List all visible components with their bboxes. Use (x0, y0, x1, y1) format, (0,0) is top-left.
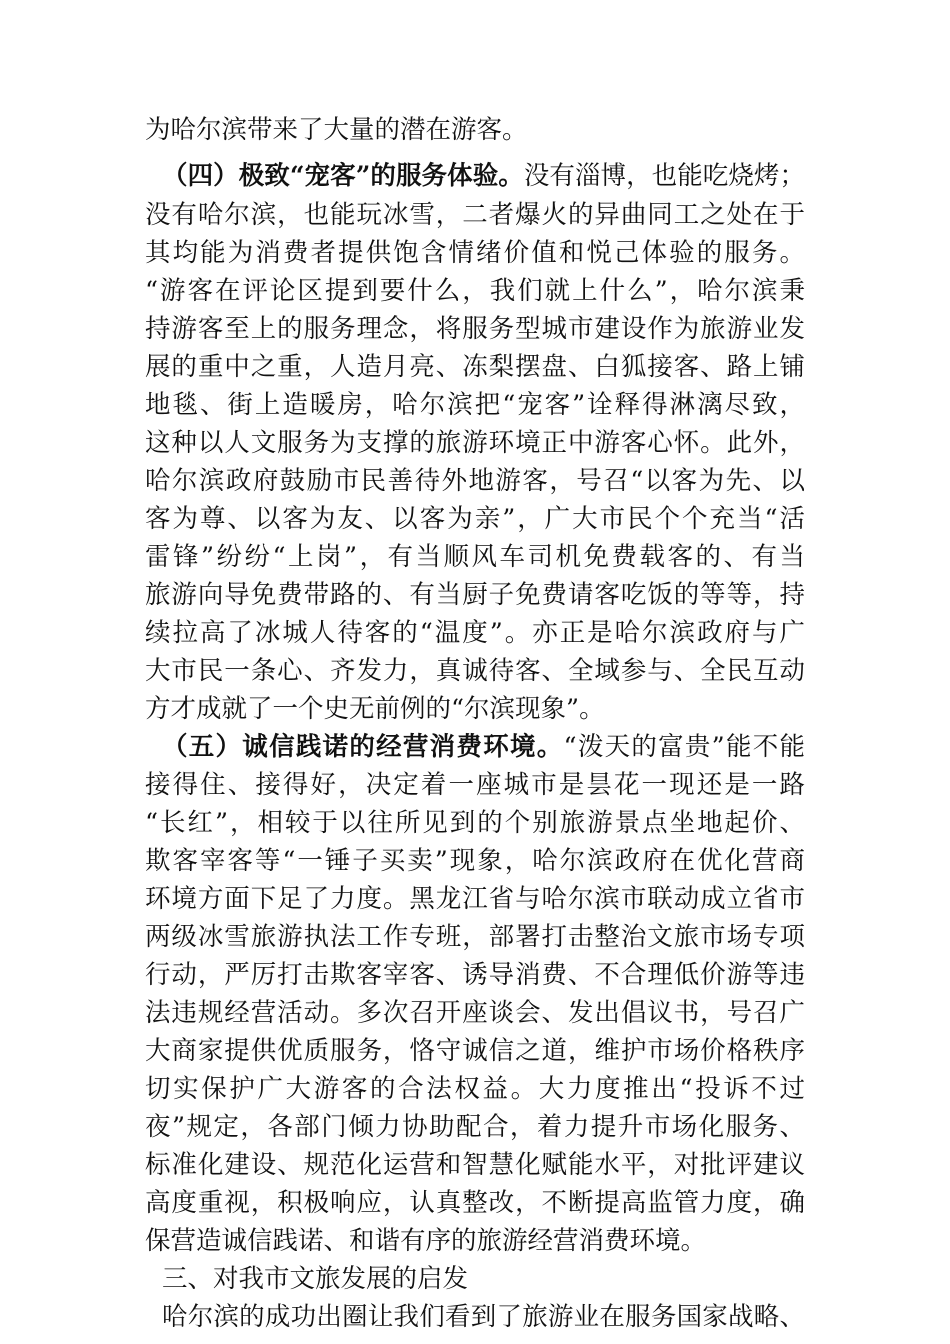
text-line: 没有哈尔滨，也能玩冰雪，二者爆火的异曲同工之处在于 (145, 200, 805, 230)
section-heading-3: 三、对我市文旅发展的启发 (162, 1264, 469, 1294)
text-line: 其均能为消费者提供饱含情绪价值和悦己体验的服务。 (145, 238, 805, 268)
text-line: 方才成就了一个史无前例的“尔滨现象”。 (145, 694, 605, 724)
text-line: 续拉高了冰城人待客的“温度”。亦正是哈尔滨政府与广 (145, 618, 805, 648)
text-line: 哈尔滨的成功出圈让我们看到了旅游业在服务国家战略、 (162, 1302, 805, 1332)
text-line: 雷锋”纷纷“上岗”，有当顺风车司机免费载客的、有当 (145, 542, 805, 572)
text-line: 大商家提供优质服务，恪守诚信之道，维护市场价格秩序 (145, 1036, 805, 1066)
text-line: 这种以人文服务为支撑的旅游环境正中游客心怀。此外， (145, 428, 805, 458)
text-line: 切实保护广大游客的合法权益。大力度推出“投诉不过 (145, 1074, 805, 1104)
text-line: 欺客宰客等“一锤子买卖”现象，哈尔滨政府在优化营商 (145, 846, 805, 876)
text-line: 持游客至上的服务理念，将服务型城市建设作为旅游业发 (145, 314, 805, 344)
text-line: 法违规经营活动。多次召开座谈会、发出倡议书，号召广 (145, 998, 805, 1028)
paragraph-lead-line: （五）诚信践诺的经营消费环境。“泼天的富贵”能不能 (162, 732, 805, 762)
text-line: 行动，严厉打击欺客宰客、诱导消费、不合理低价游等违 (145, 960, 805, 990)
text-line: 旅游向导免费带路的、有当厨子免费请客吃饭的等等，持 (145, 580, 805, 610)
paragraph-lead-line: （四）极致“宠客”的服务体验。没有淄博，也能吃烧烤； (162, 161, 805, 191)
text-line: 接得住、接得好，决定着一座城市是昙花一现还是一路 (145, 770, 805, 800)
text-line: “游客在评论区提到要什么，我们就上什么”，哈尔滨秉 (145, 276, 805, 306)
text-line: 哈尔滨政府鼓励市民善待外地游客，号召“以客为先、以 (145, 466, 805, 496)
text-line: 两级冰雪旅游执法工作专班，部署打击整治文旅市场专项 (145, 922, 805, 952)
text-line: 为哈尔滨带来了大量的潜在游客。 (145, 115, 528, 145)
text-line: 客为尊、以客为友、以客为亲”，广大市民个个充当“活 (145, 504, 805, 534)
text-line: 环境方面下足了力度。黑龙江省与哈尔滨市联动成立省市 (145, 884, 805, 914)
text-line: 高度重视，积极响应，认真整改，不断提高监管力度，确 (145, 1188, 805, 1218)
section-heading-4: （四）极致“宠客”的服务体验。 (162, 161, 524, 191)
text-line: 夜”规定，各部门倾力协助配合，着力提升市场化服务、 (145, 1112, 805, 1142)
section-heading-5: （五）诚信践诺的经营消费环境。 (162, 732, 564, 762)
text-line: 大市民一条心、齐发力，真诚待客、全域参与、全民互动 (145, 656, 805, 686)
text-line: 保营造诚信践诺、和谐有序的旅游经营消费环境。 (145, 1226, 707, 1256)
text-line: “长红”，相较于以往所见到的个别旅游景点坐地起价、 (145, 808, 805, 838)
text-line: 地毯、街上造暖房，哈尔滨把“宠客”诠释得淋漓尽致， (145, 390, 805, 420)
text-line: 标准化建设、规范化运营和智慧化赋能水平，对批评建议 (145, 1150, 805, 1180)
text-line: 展的重中之重，人造月亮、冻梨摆盘、白狐接客、路上铺 (145, 352, 805, 382)
